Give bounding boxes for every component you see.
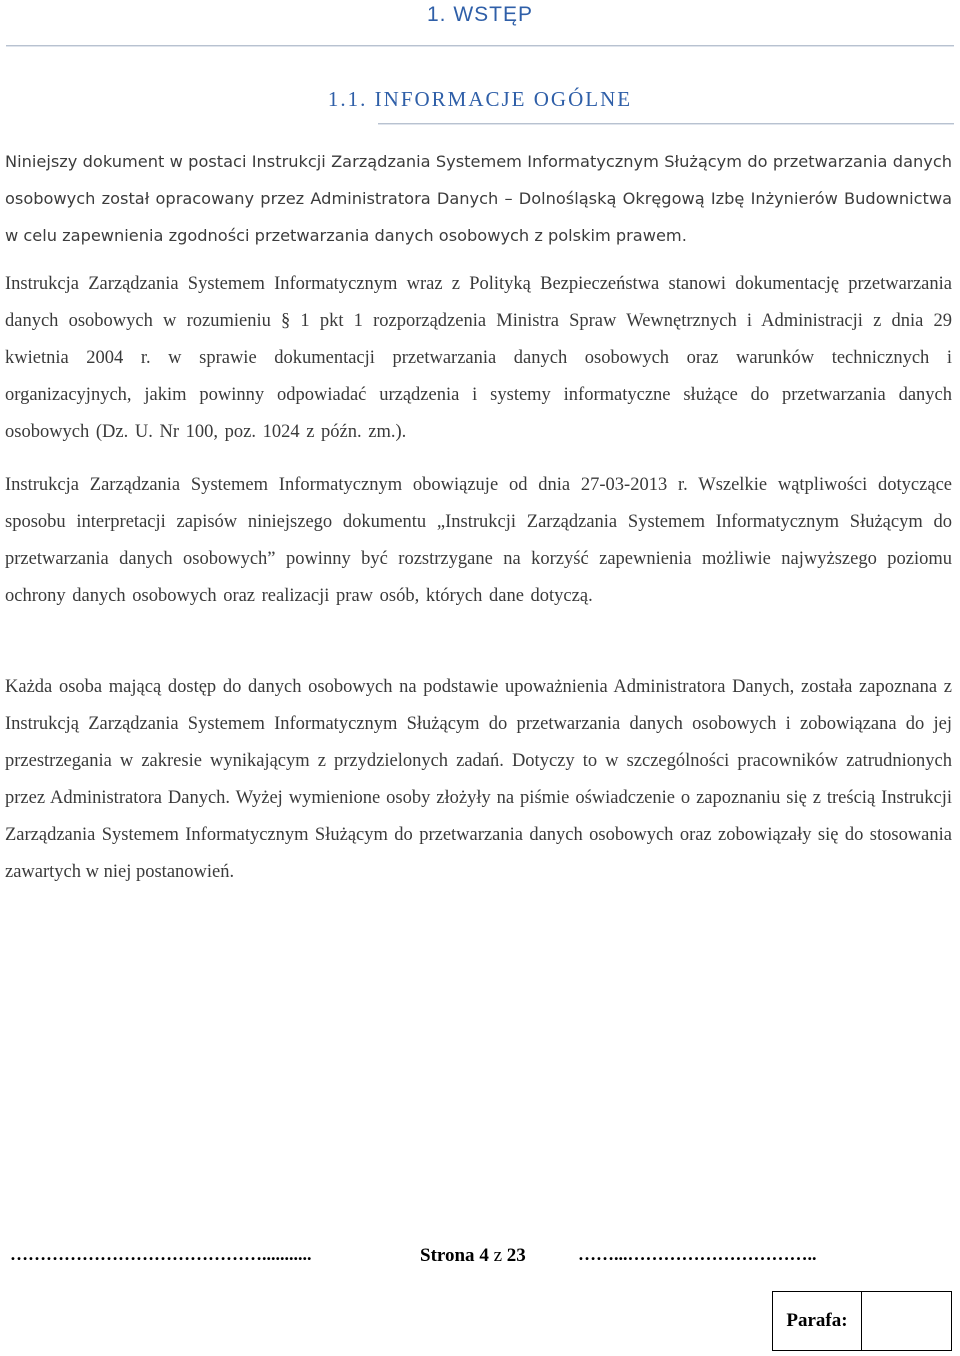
initials-label: Parafa: xyxy=(773,1292,862,1350)
footer-dotted-line-right: ……...………………………….. xyxy=(578,1244,817,1264)
page-of: z xyxy=(493,1245,502,1266)
page-number xyxy=(420,1245,526,1267)
section-heading: 1.1. INFORMACJE OGÓLNE xyxy=(327,87,633,111)
page-label: Strona xyxy=(420,1245,475,1266)
chapter-heading: 1. WSTĘP xyxy=(426,3,534,26)
paragraph-intro: Niniejszy dokument w postaci Instrukcji Zarządzania Systemem Informatycznym Służącym do przetwarzania danych osobowych został opracowany przez Administratora Danych – Dolnośląską Okręgową Izbę Inżynierów Budownictwa w celu zapewnienia zgodności przetwarzania danych osobowych z polskim prawem. xyxy=(5,152,952,245)
paragraph-effective-date: Instrukcja Zarządzania Systemem Informatycznym obowiązuje od dnia 27-03-2013 r. Wszelkie wątpliwości dotyczące sposobu interpretacji zapisów niniejszego dokumentu „Instrukcji Zarządzania Systemem Informatycznym Służącym do przetwarzania danych osobowych” powinny być rozstrzygane na korzyść zapewnienia możliwie najwyższego poziomu ochrony danych osobowych oraz realizacji praw osób, których dane dotyczą. xyxy=(5,475,952,606)
heading-underline xyxy=(6,45,954,47)
paragraph-documentation: Instrukcja Zarządzania Systemem Informatycznym wraz z Polityką Bezpieczeństwa stanowi dokumentację przetwarzania danych osobowych w rozumieniu § 1 pkt 1 rozporządzenia Ministra Spraw Wewnętrznych i Administracji z dnia 29 kwietnia 2004 r. w sprawie dokumentacji przetwarzania danych osobowych oraz warunków technicznych i organizacyjnych, jakim powinny odpowiadać urządzenia i systemy informatyczne służące do przetwarzania danych osobowych (Dz. U. Nr 100, poz. 1024 z późn. zm.). xyxy=(5,274,952,442)
footer-dotted-line-left: ……………………………………........... xyxy=(10,1244,312,1264)
initials-field xyxy=(862,1292,951,1350)
initials-box xyxy=(772,1291,952,1351)
page-total: 23 xyxy=(506,1245,526,1266)
section-underline xyxy=(378,123,954,125)
paragraph-authorized-persons: Każda osoba mającą dostęp do danych osobowych na podstawie upoważnienia Administratora Danych, została zapoznana z Instrukcją Zarządzania Systemem Informatycznym Służącym do przetwarzania danych osobowych i zobowiązana do jej przestrzegania w zakresie wynikającym z przydzielonych zadań. Dotyczy to w szczególności pracowników zatrudnionych przez Administratora Danych. Wyżej wymienione osoby złożyły na piśmie oświadczenie o zapoznaniu się z treścią Instrukcji Zarządzania Systemem Informatycznym Służącym do przetwarzania danych osobowych oraz zobowiązały się do stosowania zawartych w niej postanowień. xyxy=(5,677,952,882)
page-current: 4 xyxy=(479,1245,489,1266)
